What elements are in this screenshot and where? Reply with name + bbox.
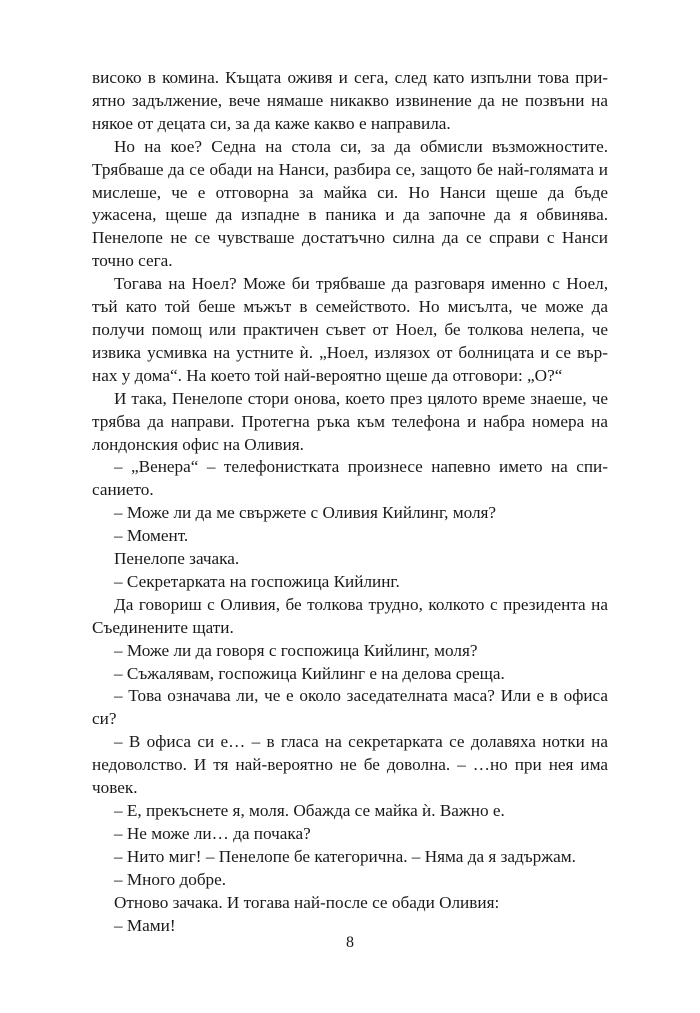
paragraph: Тогава на Ноел? Може би трябваше да разговаря именно с Ноел, тъй като той беше мъжът в семейството. Но мисълта, че може да получи помощ или практичен съвет от Ноел, бе толкова нелепа, че извика усмивка на устните ѝ. „Ноел, излязох от болницата и се върнах у дома“. На което той най-вероятно щеше да отговори: „О?“	[92, 274, 608, 385]
paragraph: – Много добре.	[114, 869, 227, 889]
body-text	[92, 67, 608, 937]
paragraph: – Е, прекъснете я, моля. Обажда се майка ѝ. Важно е.	[114, 801, 505, 820]
paragraph: – Съжалявам, госпожица Кийлинг е на делова среща.	[114, 663, 505, 683]
paragraph: – Може ли да ме свържете с Оливия Кийлинг, моля?	[114, 503, 497, 523]
paragraph: Отново зачака. И тогава най-после се обади Оливия:	[114, 892, 500, 912]
paragraph: Пенелопе зачака.	[114, 549, 240, 569]
paragraph: – Мами!	[114, 915, 176, 935]
paragraph: – Секретарката на госпожица Кийлинг.	[114, 571, 400, 591]
page-number: 8	[346, 934, 354, 951]
paragraph: – В офиса си е… – в гласа на секретарката се долавяха нотки на недоволство. И тя най-вероятно не бе доволна. – …но при нея има човек.	[92, 732, 608, 798]
paragraph: – Не може ли… да почака?	[114, 823, 311, 843]
paragraph: – Момент.	[114, 526, 189, 546]
paragraph: – Нито миг! – Пенелопе бе категорична. – Няма да я задържам.	[114, 846, 576, 866]
paragraph: – Може ли да говоря с госпожица Кийлинг, моля?	[114, 640, 478, 660]
paragraph: Но на кое? Седна на стола си, за да обмисли възможностите. Трябваше да се обади на Нанси, разбира се, защото бе най-голямата и мислеше, че е отговорна за майка си. Но Нанси щеше да бъде ужасена, щеше да изпадне в паника и да започне да я обвинява. Пенелопе не се чувстваше достатъчно силна да се справи с Нанси точно сега.	[92, 136, 608, 271]
paragraph: Да говориш с Оливия, бе толкова трудно, колкото с президента на Съединените щати.	[92, 594, 608, 637]
paragraph: И така, Пенелопе стори онова, което през цялото време знаеше, че трябва да направи. Протегна ръка към телефона и набра номера на лондонския офис на Оливия.	[92, 388, 608, 454]
paragraph: – Това означава ли, че е около заседателната маса? Или е в офиса си?	[92, 686, 608, 729]
paragraph: високо в комина. Къщата оживя и сега, след като изпълни това приятно задължение, вече нямаше никакво извинение да не позвъни на някое от децата си, за да каже какво е направила.	[92, 68, 608, 133]
paragraph: – „Венера“ – телефонистката произнесе напевно името на списанието.	[92, 457, 608, 500]
